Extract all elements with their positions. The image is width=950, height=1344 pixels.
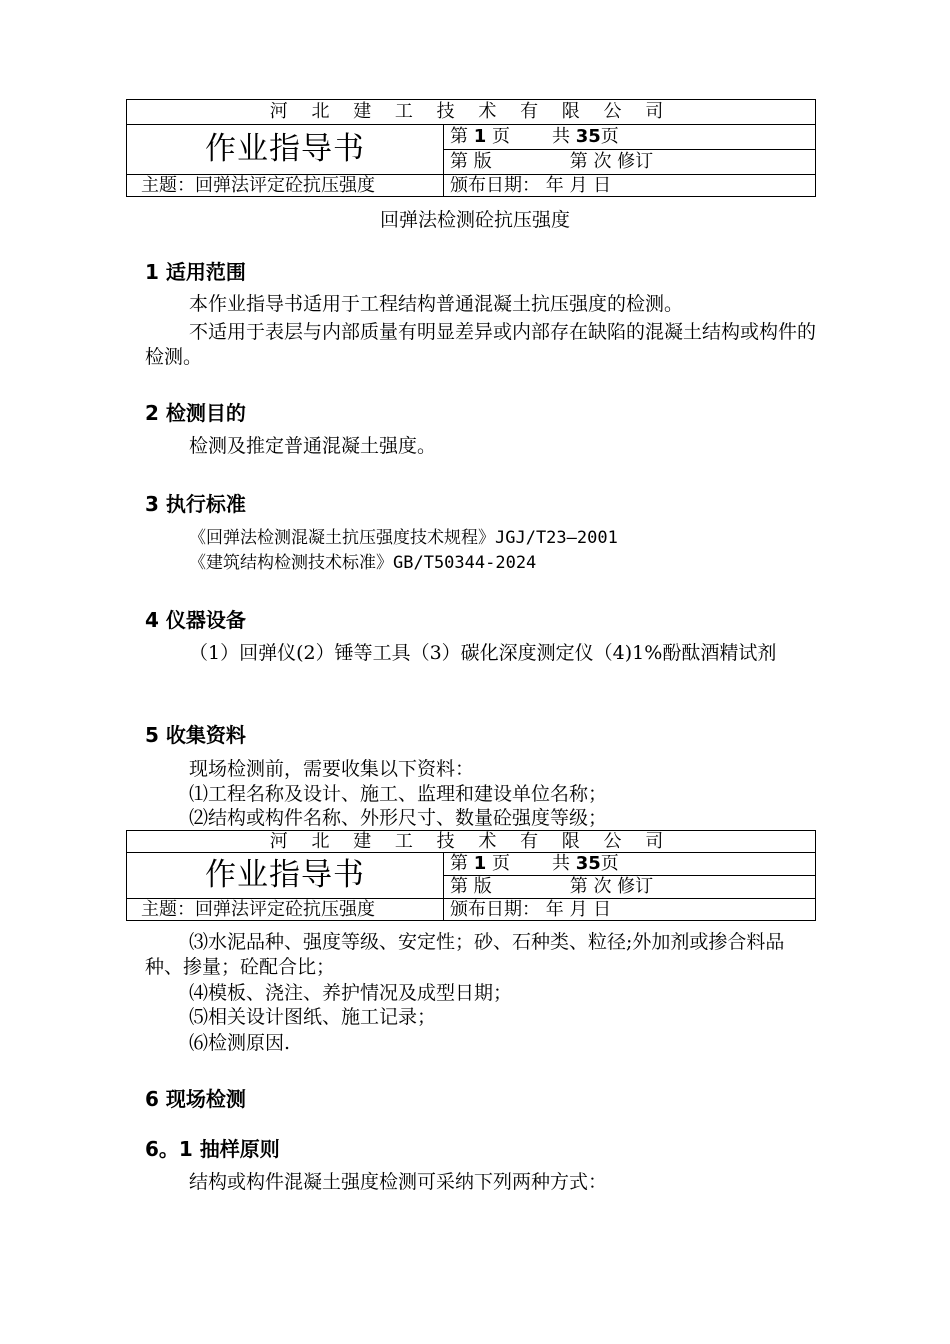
paragraph: 不适用于表层与内部质量有明显差异或内部存在缺陷的混凝土结构或构件的检测。 xyxy=(145,321,817,368)
paragraph: （1）回弹仪(2）锤等工具（3）碳化深度测定仪（4)1%酚酞酒精试剂 xyxy=(189,642,777,664)
list-item: ⑴工程名称及设计、施工、监理和建设单位名称； xyxy=(189,783,608,805)
section-heading: 5 收集资料 xyxy=(145,723,246,747)
section-heading: 2 检测目的 xyxy=(145,401,246,425)
list-item: ⑹检测原因. xyxy=(189,1032,291,1054)
issue-date-cell: 颁布日期： 年 月 日 xyxy=(444,899,816,921)
list-item: ⑷模板、浇注、养护情况及成型日期； xyxy=(189,982,513,1004)
paragraph: 《回弹法检测混凝土抗压强度技术规程》JGJ/T23—2001 xyxy=(189,528,618,548)
company-name: 河 北 建 工 技 术 有 限 公 司 xyxy=(127,100,816,125)
issue-date-cell: 颁布日期： 年 月 日 xyxy=(444,175,816,197)
page-info: 第 1 页 共 35页 xyxy=(444,853,816,876)
edition-info: 第 版 第 次 修订 xyxy=(444,876,816,899)
paragraph: 结构或构件混凝土强度检测可采纳下列两种方式： xyxy=(189,1171,608,1193)
document-header-table-repeat xyxy=(126,830,816,921)
section-heading: 3 执行标准 xyxy=(145,492,246,516)
page-info: 第 1 页 共 35页 xyxy=(444,125,816,150)
section-heading: 1 适用范围 xyxy=(145,260,246,284)
paragraph: 本作业指导书适用于工程结构普通混凝土抗压强度的检测。 xyxy=(189,293,684,315)
paragraph: 《建筑结构检测技术标准》GB/T50344-2024 xyxy=(189,553,537,573)
subsection-heading: 6。1 抽样原则 xyxy=(145,1137,280,1161)
subject-cell: 主题：回弹法评定砼抗压强度 xyxy=(127,899,444,921)
doc-type-title: 作业指导书 xyxy=(127,853,444,899)
paragraph: 检测及推定普通混凝土强度。 xyxy=(189,435,437,457)
doc-type-title: 作业指导书 xyxy=(127,125,444,175)
subject-cell: 主题：回弹法评定砼抗压强度 xyxy=(127,175,444,197)
section-heading: 4 仪器设备 xyxy=(145,608,246,632)
company-name: 河 北 建 工 技 术 有 限 公 司 xyxy=(127,831,816,853)
list-item: ⑸相关设计图纸、施工记录； xyxy=(189,1006,437,1028)
paragraph: 现场检测前，需要收集以下资料： xyxy=(189,758,475,780)
document-header-table xyxy=(126,99,816,197)
list-item: ⑵结构或构件名称、外形尺寸、数量砼强度等级； xyxy=(189,807,608,829)
edition-info: 第 版 第 次 修订 xyxy=(444,150,816,175)
section-heading: 6 现场检测 xyxy=(145,1087,246,1111)
list-item: ⑶水泥品种、强度等级、安定性；砂、石种类、粒径;外加剂或掺合料品种、掺量；砼配合比； xyxy=(145,931,785,978)
document-title: 回弹法检测砼抗压强度 xyxy=(379,209,570,231)
